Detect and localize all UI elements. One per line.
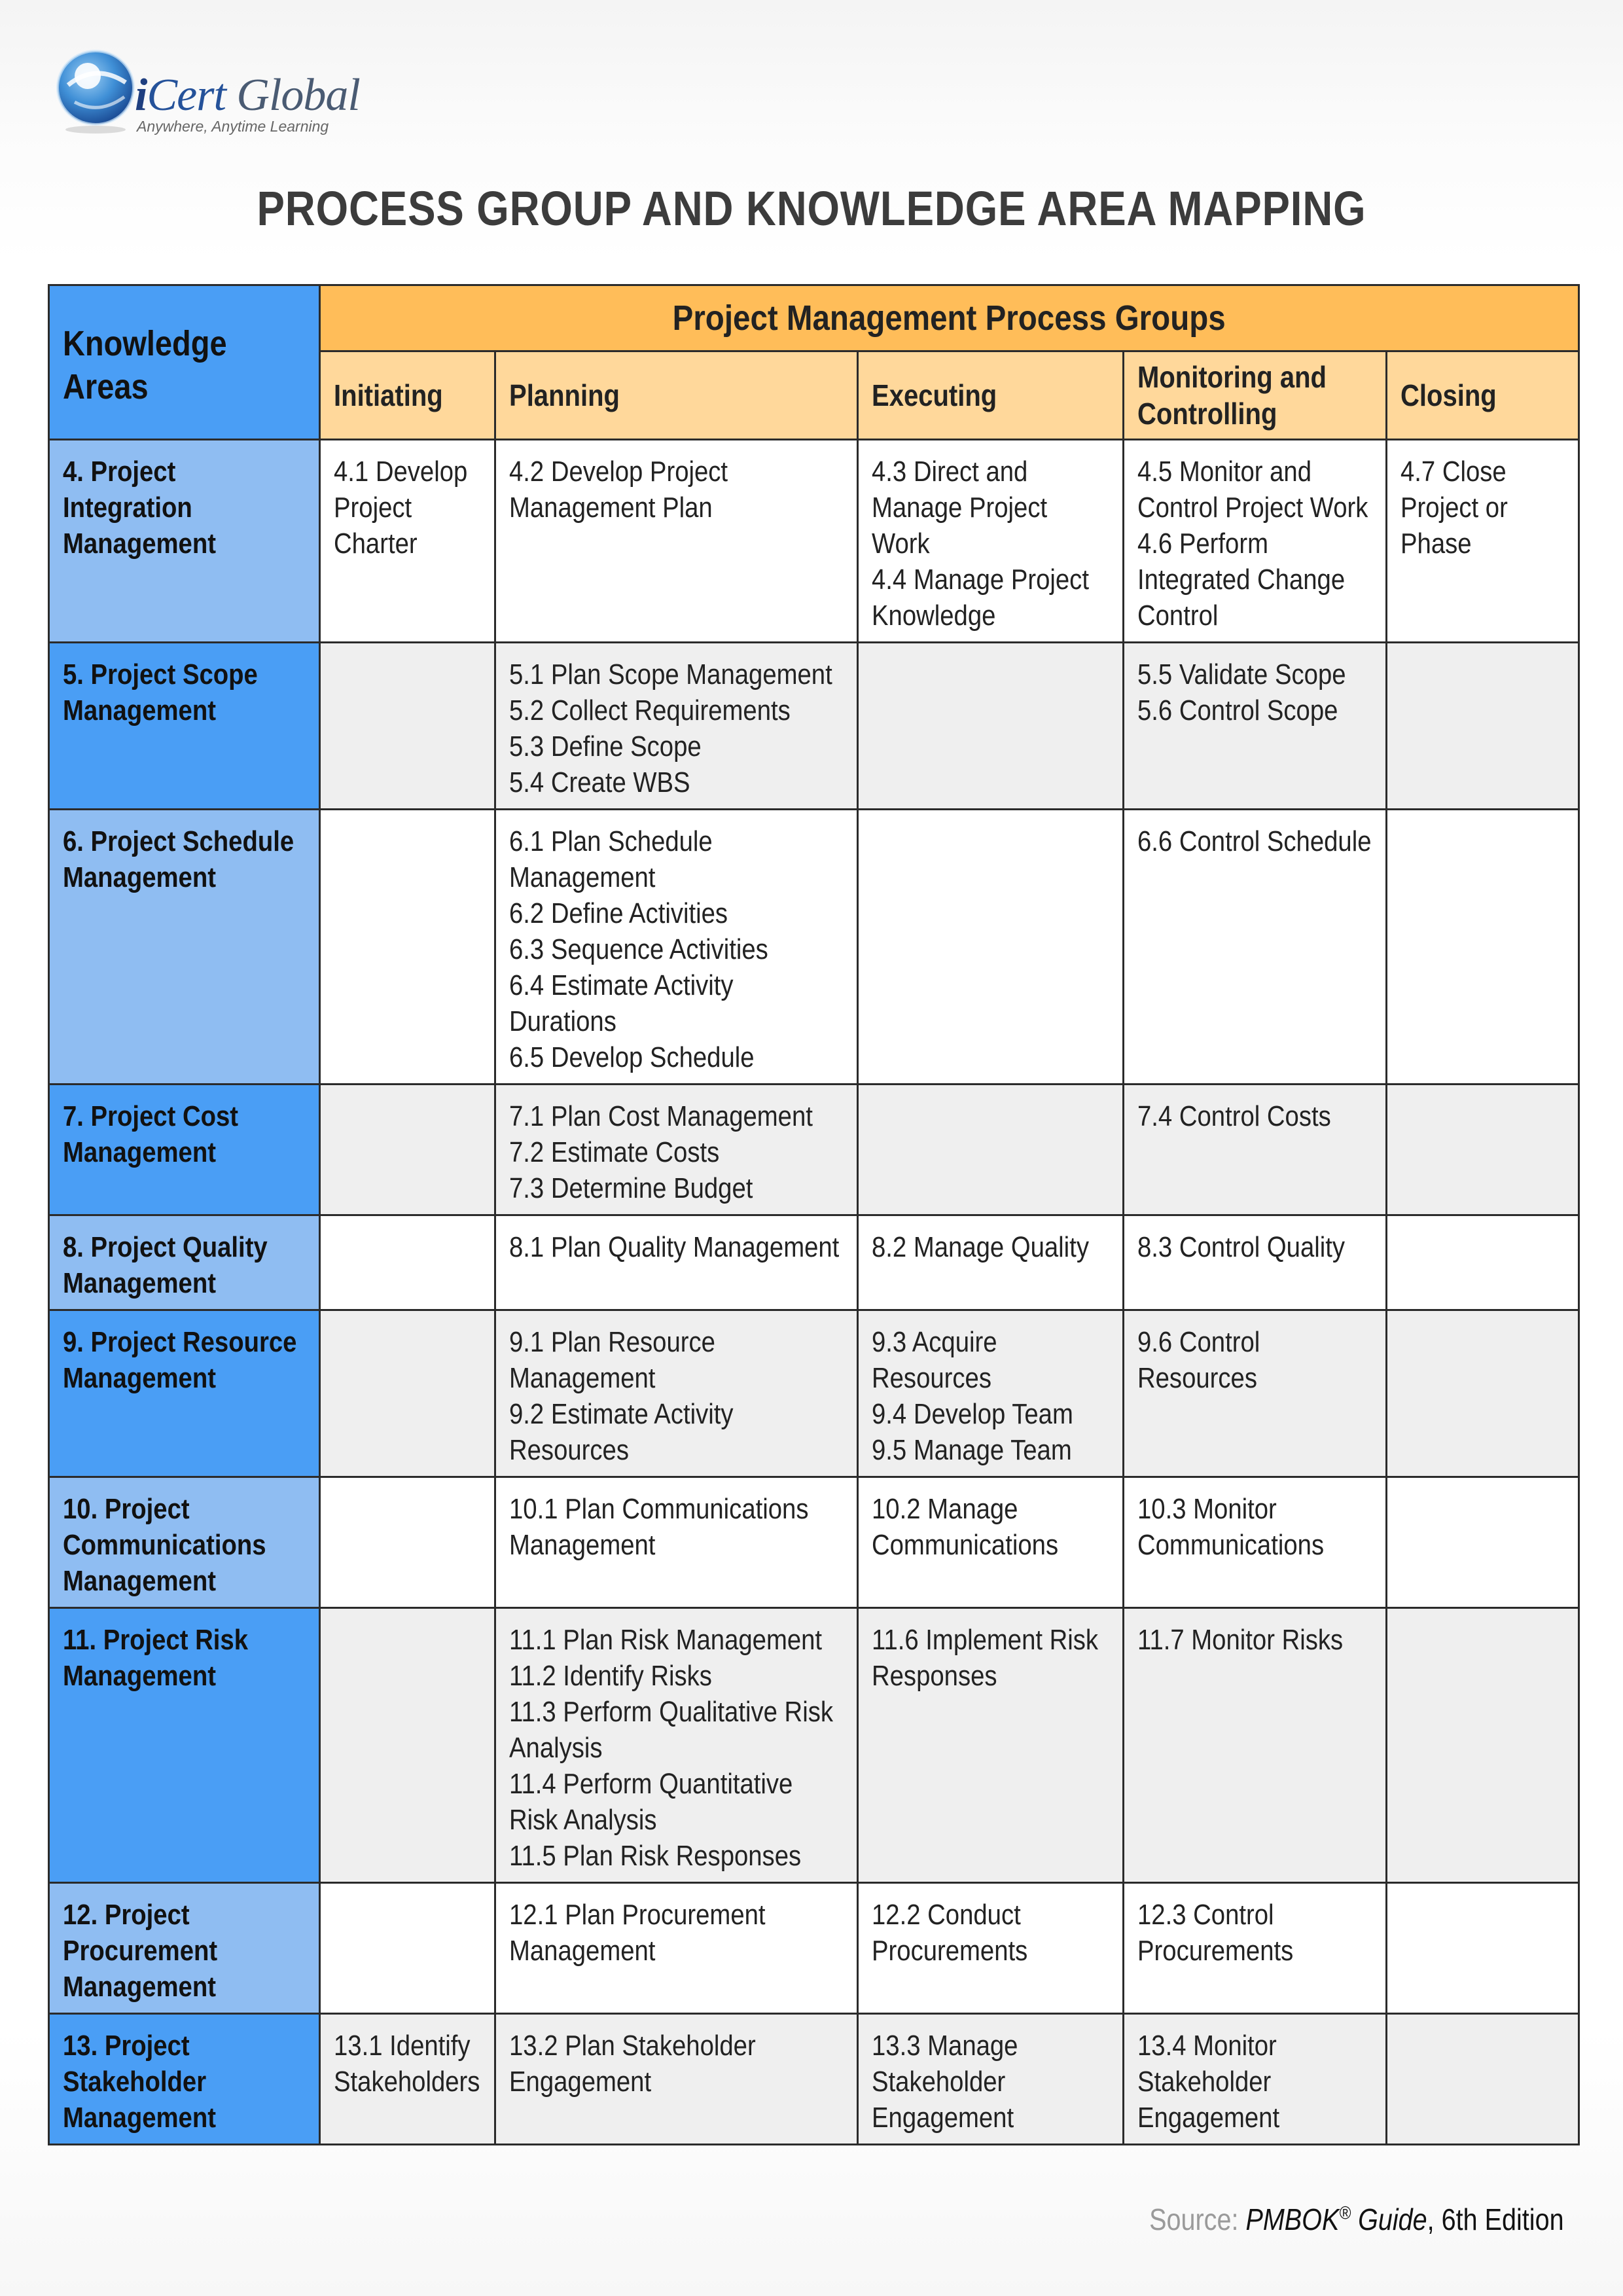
process-cell-planning	[495, 643, 858, 810]
knowledge-areas-header: Knowledge Areas	[49, 285, 320, 440]
table-row	[49, 1215, 1579, 1310]
column-header-planning: Planning	[495, 351, 858, 440]
process-item: 4.1 Develop Project Charter	[334, 456, 468, 560]
process-cell-initiating	[320, 1085, 495, 1215]
process-cell-monitoring-and-controlling	[1124, 1608, 1387, 1883]
process-item: 11.5 Plan Risk Responses	[509, 1840, 802, 1872]
process-cell-planning	[495, 440, 858, 643]
process-cell-executing	[858, 1477, 1124, 1608]
process-item: 12.3 Control Procurements	[1137, 1899, 1294, 1967]
process-cell-initiating	[320, 1477, 495, 1608]
process-cell-monitoring-and-controlling	[1124, 1477, 1387, 1608]
table-row	[49, 1477, 1579, 1608]
process-cell-closing	[1387, 1310, 1579, 1477]
process-cell-executing	[858, 1215, 1124, 1310]
table-row	[49, 1310, 1579, 1477]
process-item: 13.1 Identify Stakeholders	[334, 2030, 480, 2098]
source-citation: Source: PMBOK® Guide, 6th Edition	[1149, 2202, 1564, 2236]
knowledge-area-cell: 11. Project Risk Management	[49, 1608, 320, 1883]
process-cell-closing	[1387, 1608, 1579, 1883]
mapping-table	[48, 284, 1580, 2145]
table-row	[49, 1883, 1579, 2014]
process-item: 7.2 Estimate Costs	[509, 1136, 720, 1168]
process-item: 11.6 Implement Risk Responses	[872, 1624, 1099, 1692]
process-cell-initiating	[320, 440, 495, 643]
column-header-executing: Executing	[858, 351, 1124, 440]
table-row	[49, 643, 1579, 810]
process-cell-executing	[858, 643, 1124, 810]
process-cell-closing	[1387, 1085, 1579, 1215]
process-cell-initiating	[320, 1215, 495, 1310]
process-item: 6.1 Plan Schedule Management	[509, 825, 713, 893]
knowledge-area-cell: 9. Project Resource Management	[49, 1310, 320, 1477]
table-row	[49, 1608, 1579, 1883]
process-item: 4.4 Manage Project Knowledge	[872, 564, 1089, 632]
process-item: 13.4 Monitor Stakeholder Engagement	[1137, 2030, 1280, 2134]
process-item: 9.6 Control Resources	[1137, 1326, 1260, 1394]
knowledge-area-cell: 10. Project Communications Management	[49, 1477, 320, 1608]
knowledge-area-cell: 7. Project Cost Management	[49, 1085, 320, 1215]
process-item: 9.5 Manage Team	[872, 1434, 1072, 1466]
column-header-monitoring-and-controlling: Monitoring and Controlling	[1124, 351, 1387, 440]
process-cell-planning	[495, 810, 858, 1085]
process-cell-executing	[858, 440, 1124, 643]
process-item: 6.3 Sequence Activities	[509, 933, 768, 965]
process-item: 10.3 Monitor Communications	[1137, 1493, 1325, 1561]
process-item: 5.3 Define Scope	[509, 730, 702, 762]
process-cell-initiating	[320, 1310, 495, 1477]
process-item: 4.5 Monitor and Control Project Work	[1137, 456, 1368, 524]
process-cell-executing	[858, 2014, 1124, 2145]
process-groups-header: Project Management Process Groups	[320, 285, 1579, 351]
column-header-closing: Closing	[1387, 351, 1579, 440]
table-row	[49, 810, 1579, 1085]
process-cell-executing	[858, 1883, 1124, 2014]
process-cell-initiating	[320, 1608, 495, 1883]
table-row	[49, 1085, 1579, 1215]
brand-name: iCert Global	[135, 70, 360, 120]
process-item: 4.7 Close Project or Phase	[1400, 456, 1508, 560]
process-item: 5.6 Control Scope	[1137, 694, 1338, 726]
process-cell-initiating	[320, 643, 495, 810]
process-item: 6.6 Control Schedule	[1137, 825, 1372, 857]
globe-logo-icon	[48, 37, 147, 135]
process-item: 7.4 Control Costs	[1137, 1100, 1331, 1132]
process-item: 9.2 Estimate Activity Resources	[509, 1398, 734, 1466]
process-item: 8.1 Plan Quality Management	[509, 1231, 840, 1263]
knowledge-area-cell: 8. Project Quality Management	[49, 1215, 320, 1310]
process-cell-closing	[1387, 1883, 1579, 2014]
process-item: 5.1 Plan Scope Management	[509, 658, 832, 691]
process-cell-closing	[1387, 810, 1579, 1085]
process-cell-planning	[495, 1608, 858, 1883]
knowledge-area-cell: 4. Project Integration Management	[49, 440, 320, 643]
process-item: 10.2 Manage Communications	[872, 1493, 1059, 1561]
process-item: 8.3 Control Quality	[1137, 1231, 1346, 1263]
process-item: 6.5 Develop Schedule	[509, 1041, 755, 1073]
process-item: 9.4 Develop Team	[872, 1398, 1073, 1430]
knowledge-area-cell: 12. Project Procurement Management	[49, 1883, 320, 2014]
process-cell-monitoring-and-controlling	[1124, 810, 1387, 1085]
knowledge-area-cell: 5. Project Scope Management	[49, 643, 320, 810]
process-cell-planning	[495, 1310, 858, 1477]
process-cell-executing	[858, 1310, 1124, 1477]
process-item: 13.3 Manage Stakeholder Engagement	[872, 2030, 1018, 2134]
table-row	[49, 2014, 1579, 2145]
process-item: 5.2 Collect Requirements	[509, 694, 791, 726]
process-item: 11.4 Perform Quantitative Risk Analysis	[509, 1768, 793, 1836]
process-cell-planning	[495, 1883, 858, 2014]
process-cell-initiating	[320, 1883, 495, 2014]
process-cell-initiating	[320, 2014, 495, 2145]
process-cell-monitoring-and-controlling	[1124, 1310, 1387, 1477]
process-item: 5.4 Create WBS	[509, 766, 690, 798]
process-cell-executing	[858, 1608, 1124, 1883]
process-item: 7.3 Determine Budget	[509, 1172, 753, 1204]
process-cell-monitoring-and-controlling	[1124, 1215, 1387, 1310]
process-item: 6.4 Estimate Activity Durations	[509, 969, 734, 1037]
process-cell-planning	[495, 1215, 858, 1310]
process-cell-planning	[495, 2014, 858, 2145]
process-cell-monitoring-and-controlling	[1124, 643, 1387, 810]
process-cell-executing	[858, 1085, 1124, 1215]
process-item: 9.3 Acquire Resources	[872, 1326, 997, 1394]
process-item: 4.6 Perform Integrated Change Control	[1137, 528, 1346, 632]
knowledge-area-cell: 6. Project Schedule Management	[49, 810, 320, 1085]
process-cell-monitoring-and-controlling	[1124, 440, 1387, 643]
process-cell-executing	[858, 810, 1124, 1085]
process-item: 10.1 Plan Communications Management	[509, 1493, 809, 1561]
process-cell-initiating	[320, 810, 495, 1085]
process-item: 11.1 Plan Risk Management	[509, 1624, 823, 1656]
process-item: 4.3 Direct and Manage Project Work	[872, 456, 1048, 560]
process-item: 11.2 Identify Risks	[509, 1660, 712, 1692]
process-item: 8.2 Manage Quality	[872, 1231, 1089, 1263]
process-item: 11.7 Monitor Risks	[1137, 1624, 1344, 1656]
process-cell-closing	[1387, 643, 1579, 810]
process-item: 7.1 Plan Cost Management	[509, 1100, 813, 1132]
page-title: PROCESS GROUP AND KNOWLEDGE AREA MAPPING	[257, 181, 1366, 236]
process-item: 11.3 Perform Qualitative Risk Analysis	[509, 1696, 833, 1764]
process-cell-closing	[1387, 1215, 1579, 1310]
process-cell-monitoring-and-controlling	[1124, 2014, 1387, 2145]
process-item: 5.5 Validate Scope	[1137, 658, 1346, 691]
process-cell-planning	[495, 1477, 858, 1608]
process-cell-closing	[1387, 1477, 1579, 1608]
brand-logo	[48, 29, 363, 140]
process-item: 12.1 Plan Procurement Management	[509, 1899, 766, 1967]
process-item: 9.1 Plan Resource Management	[509, 1326, 715, 1394]
process-item: 13.2 Plan Stakeholder Engagement	[509, 2030, 756, 2098]
process-cell-monitoring-and-controlling	[1124, 1085, 1387, 1215]
table-row	[49, 440, 1579, 643]
knowledge-area-cell: 13. Project Stakeholder Management	[49, 2014, 320, 2145]
column-header-initiating: Initiating	[320, 351, 495, 440]
process-cell-monitoring-and-controlling	[1124, 1883, 1387, 2014]
process-cell-closing	[1387, 2014, 1579, 2145]
process-item: 4.2 Develop Project Management Plan	[509, 456, 728, 524]
process-item: 6.2 Define Activities	[509, 897, 728, 929]
brand-tagline: Anywhere, Anytime Learning	[137, 118, 329, 135]
process-item: 12.2 Conduct Procurements	[872, 1899, 1028, 1967]
process-cell-planning	[495, 1085, 858, 1215]
process-cell-closing	[1387, 440, 1579, 643]
